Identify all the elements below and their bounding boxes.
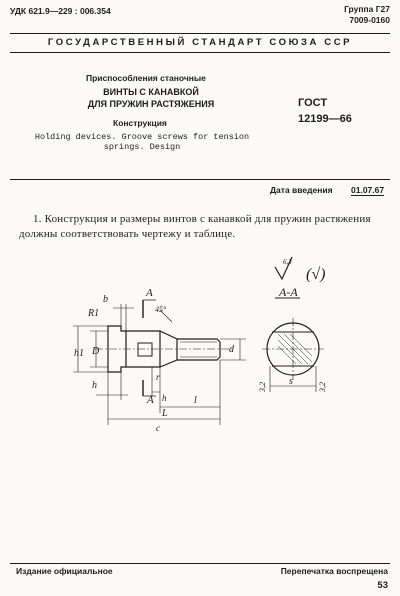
title-line-1: ВИНТЫ С КАНАВКОЙ — [103, 87, 199, 97]
label-hc: h — [162, 393, 167, 403]
english-title: Holding devices. Groove screws for tension springs. Design — [34, 132, 250, 152]
label-s: s — [289, 376, 293, 387]
page-number: 53 — [377, 580, 388, 591]
state-standard-heading: ГОСУДАРСТВЕННЫЙ СТАНДАРТ СОЮЗА ССР — [47, 37, 353, 48]
label-angle: 45° — [155, 305, 167, 314]
label-R1: R1 — [88, 308, 100, 319]
document-title — [66, 86, 236, 110]
group-label: Группа Г27 — [344, 4, 390, 14]
construction-subtitle: Конструкция — [113, 118, 167, 128]
roughness-paren: (√) — [306, 266, 326, 283]
section-label: A-A — [279, 285, 298, 299]
label-r: r — [156, 372, 160, 382]
section-arrows — [143, 300, 156, 396]
heading-rule — [10, 52, 390, 53]
label-A-top: A — [146, 287, 153, 299]
label-d: d — [229, 344, 234, 355]
udk-code: УДК 621.9—229 : 006.354 — [10, 6, 111, 16]
mid-rule — [10, 179, 390, 180]
technical-drawing — [0, 250, 400, 440]
okp-code: 7009-0160 — [349, 15, 390, 25]
reprint-notice: Перепечатка воспрещена — [280, 566, 388, 576]
dim-b — [113, 304, 134, 331]
introduction-date: 01.07.67 — [351, 185, 385, 195]
gost-label: ГОСТ — [298, 97, 328, 109]
label-b: b — [103, 294, 108, 305]
label-l: l — [194, 395, 197, 406]
top-rule — [10, 33, 390, 34]
label-dim-1: 3,2 — [258, 382, 267, 392]
footer-rule — [10, 563, 390, 564]
label-h1: h1 — [74, 348, 84, 359]
introduction-label: Дата введения — [270, 185, 333, 195]
label-c: c — [156, 423, 160, 433]
roughness-value: 6,3 — [283, 258, 292, 266]
thread-lines — [180, 342, 217, 357]
official-edition: Издание официальное — [16, 566, 113, 576]
category-title: Приспособления станочные — [86, 73, 206, 83]
gost-number: 12199—66 — [298, 113, 352, 125]
label-h: h — [92, 380, 97, 391]
label-L: L — [162, 408, 168, 419]
dim-l — [160, 360, 220, 425]
label-dim-2: 3,2 — [318, 382, 327, 392]
label-A-bottom: A — [147, 394, 154, 406]
label-D: D — [92, 346, 100, 357]
groove — [138, 343, 152, 356]
title-line-2: ДЛЯ ПРУЖИН РАСТЯЖЕНИЯ — [87, 99, 215, 109]
group-block — [344, 4, 390, 26]
clause-1-text: 1. Конструкция и размеры винтов с канавкой для пружин растяжения должны соответствовать чертежу и таблице. — [19, 213, 371, 240]
dim-h — [96, 372, 128, 400]
